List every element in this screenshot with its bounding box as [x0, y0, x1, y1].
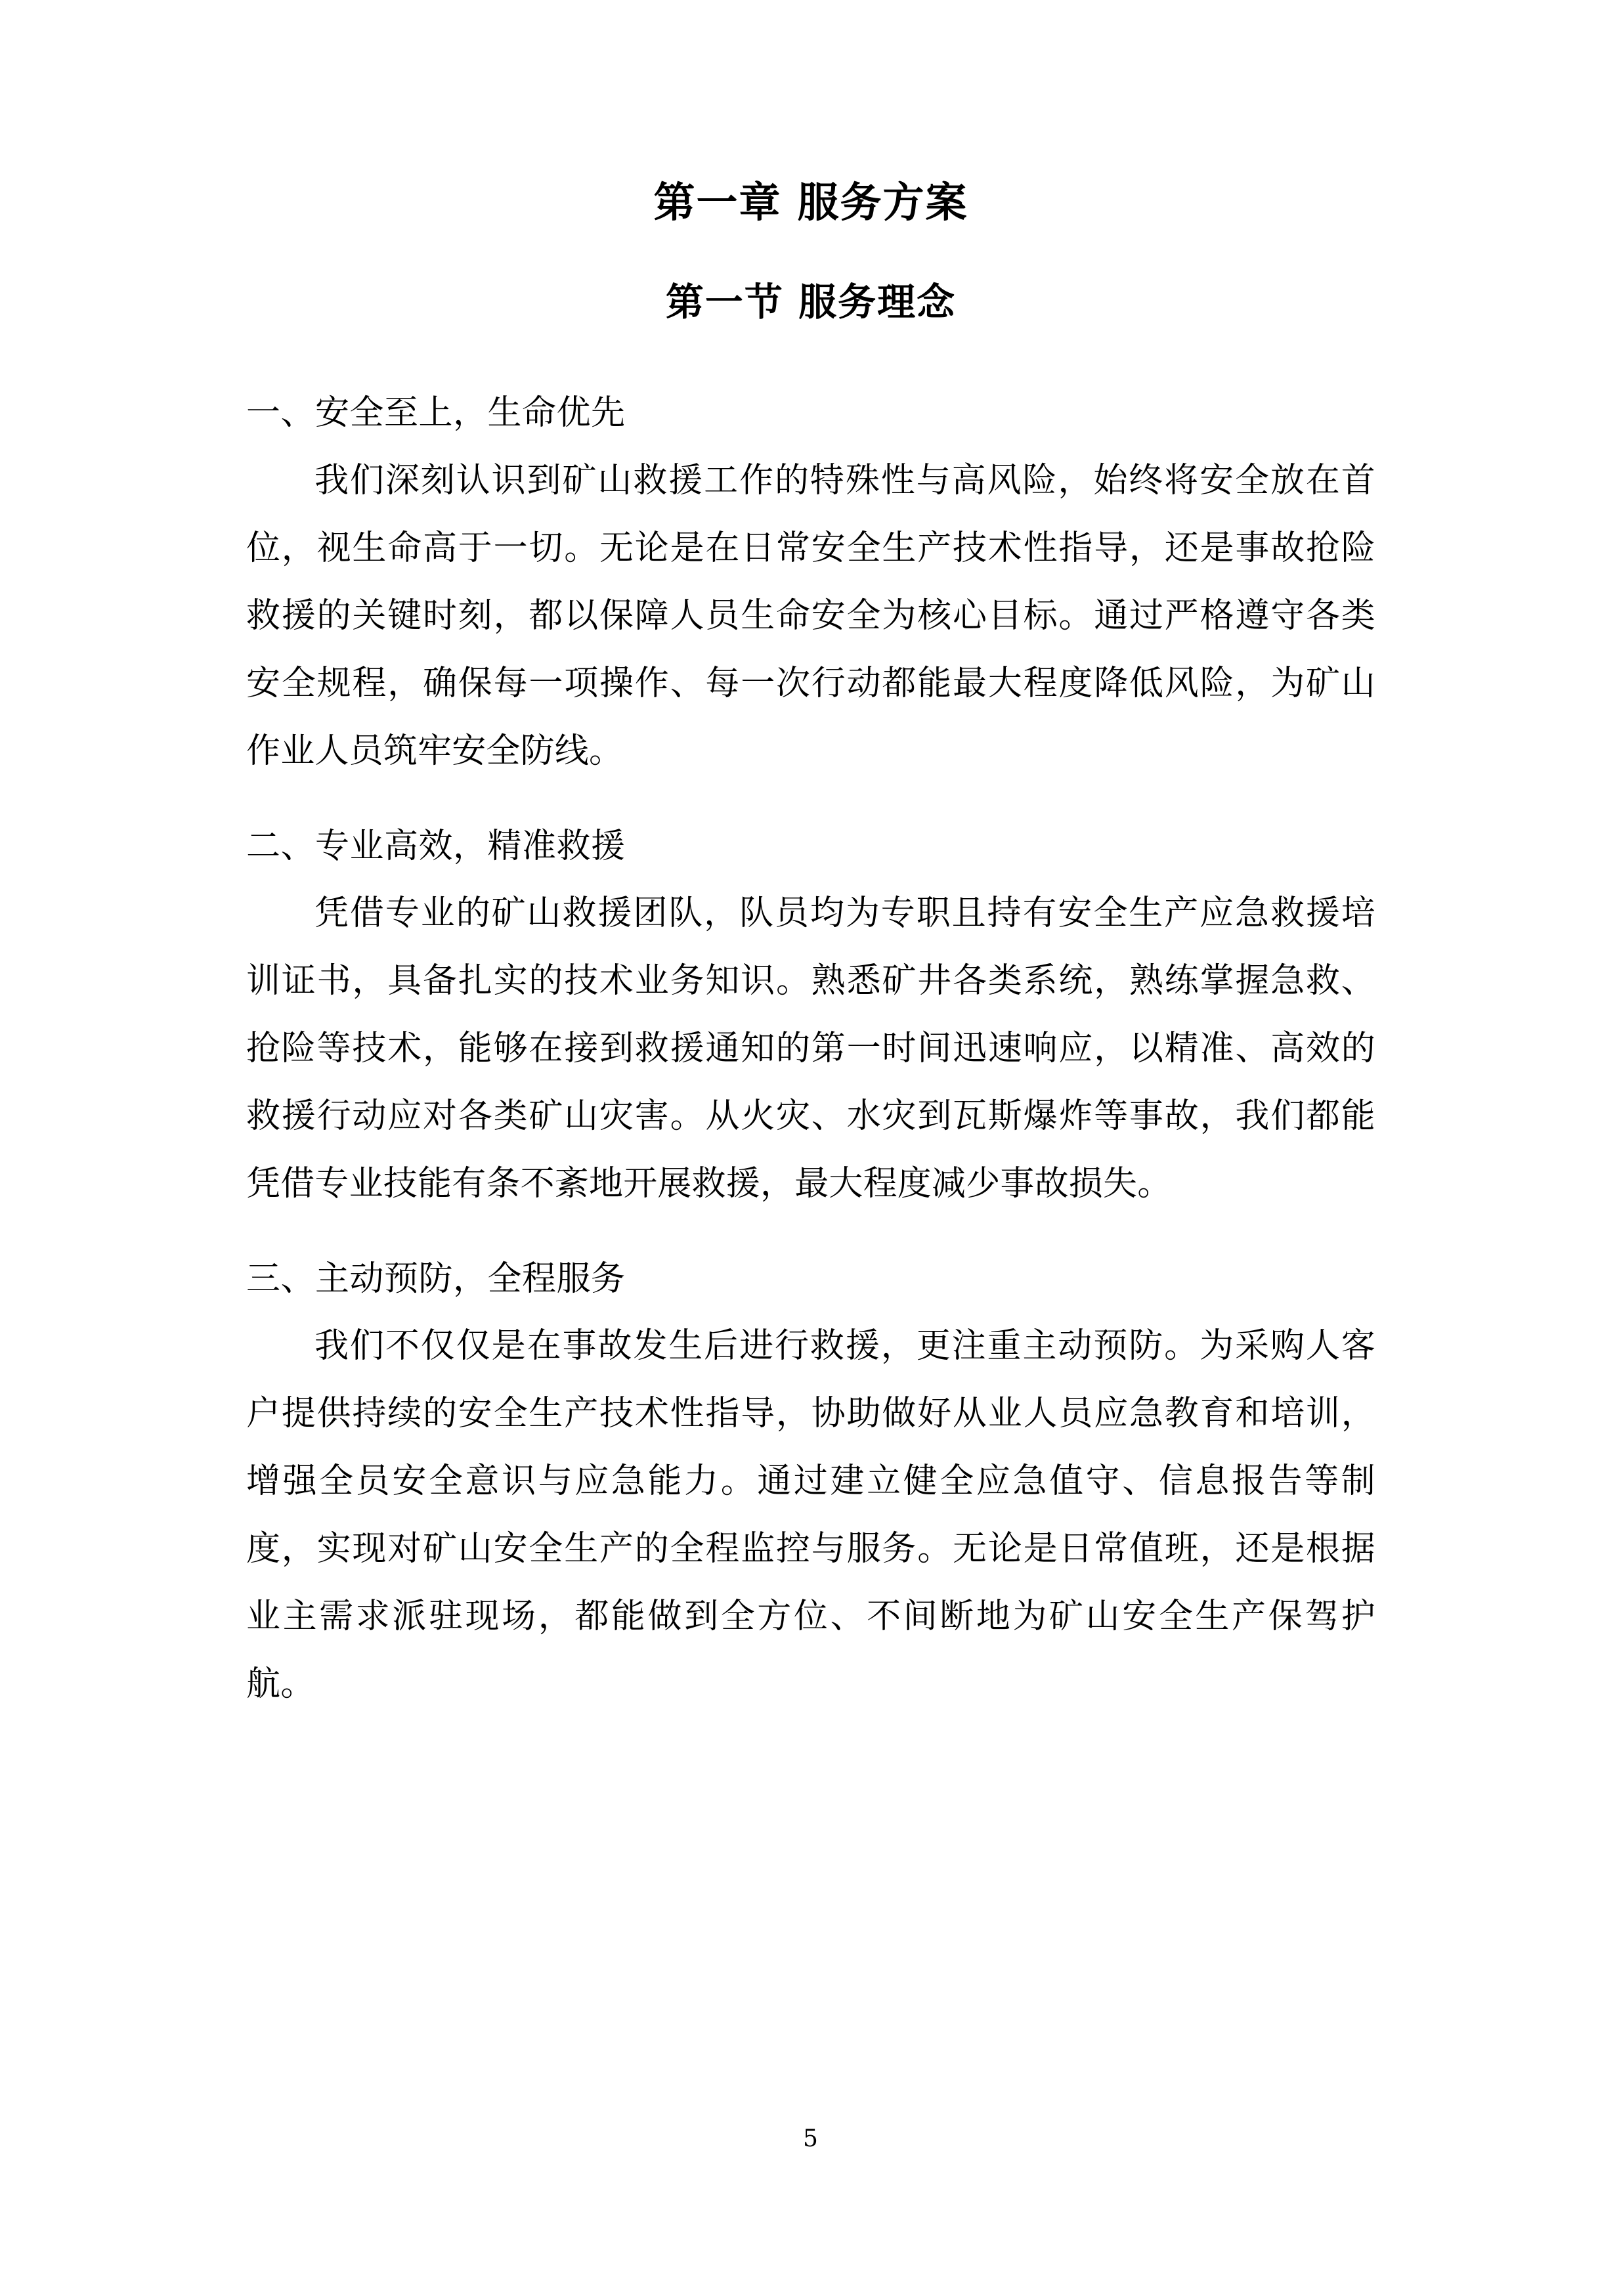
- sub-heading-3: 三、主动预防，全程服务: [246, 1259, 626, 1299]
- page-title: 第一章 服务方案: [653, 178, 968, 227]
- section-title: 第一节 服务理念: [665, 280, 957, 325]
- page-content: [246, 0, 1375, 1718]
- sub-heading-1: 一、安全至上，生命优先: [246, 393, 626, 433]
- body-paragraph-3: 我们不仅仅是在事故发生后进行救援，更注重主动预防。为采购人客户提供持续的安全生产技术性指导，协助做好从业人员应急教育和培训，增强全员安全意识与应急能力。通过建立健全应急值守、信息报告等制度，实现对矿山安全生产的全程监控与服务。无论是日常值班，还是根据业主需求派驻现场，都能做到全方位、不间断地为矿山安全生产保驾护航。: [246, 1326, 1375, 1704]
- body-paragraph-2: 凭借专业的矿山救援团队，队员均为专职且持有安全生产应急救援培训证书，具备扎实的技术业务知识。熟悉矿井各类系统，熟练掌握急救、抢险等技术，能够在接到救援通知的第一时间迅速响应，以精准、高效的救援行动应对各类矿山灾害。从火灾、水灾到瓦斯爆炸等事故，我们都能凭借专业技能有条不紊地开展救援，最大程度减少事故损失。: [246, 893, 1375, 1203]
- page-number: 5: [803, 2125, 818, 2152]
- body-paragraph-1: 我们深刻认识到矿山救援工作的特殊性与高风险，始终将安全放在首位，视生命高于一切。无论是在日常安全生产技术性指导，还是事故抢险救援的关键时刻，都以保障人员生命安全为核心目标。通过严格遵守各类安全规程，确保每一项操作、每一次行动都能最大程度降低风险，为矿山作业人员筑牢安全防线。: [246, 460, 1375, 771]
- sub-heading-2: 二、专业高效，精准救援: [246, 826, 626, 866]
